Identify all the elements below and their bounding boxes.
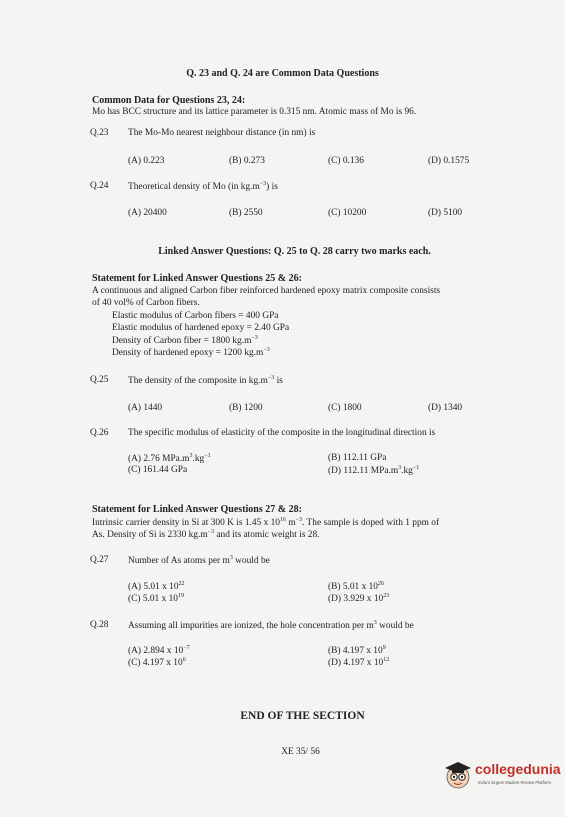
q24-option-c: (C) 10200 — [328, 208, 367, 218]
logo-wordmark: collegedunia — [475, 761, 561, 777]
q25-option-a: (A) 1440 — [128, 403, 163, 413]
q25-number: Q.25 — [90, 375, 109, 385]
q26-option-d: (D) 112.11 $MPa.m^3.kg^{-1}$ — [328, 465, 420, 477]
page-number: XE 35/ 56 — [281, 747, 320, 757]
common-data-text: Mo has BCC structure and its lattice parameter is 0.315 nm. Atomic mass of Mo is 96. — [92, 107, 417, 117]
collegedunia-logo — [441, 758, 561, 794]
q23-number: Q.23 — [90, 128, 109, 138]
q27-text: Number of As atoms per $m^3$ would be — [128, 555, 270, 567]
q25-option-c: (C) 1800 — [328, 403, 362, 413]
q23-option-d: (D) 0.1575 — [428, 156, 470, 166]
q24-option-a: (A) 20400 — [128, 208, 167, 218]
q28-option-c: (C) 4.197 x $10^6$ — [128, 657, 186, 669]
q27-option-b: (B) 5.01 x $10^{26}$ — [328, 581, 384, 593]
property-line: Elastic modulus of Carbon fibers = 400 GPa — [112, 311, 279, 321]
q23-option-b: (B) 0.273 — [229, 156, 265, 166]
statement-25-26-title: Statement for Linked Answer Questions 25 & 26: — [92, 273, 302, 284]
q26-text: The specific modulus of elasticity of the composite in the longitudinal direction is — [128, 428, 436, 438]
q28-option-a: (A) 2.894 x $10^{-7}$ — [128, 645, 190, 657]
property-line: Elastic modulus of hardened epoxy = 2.40 GPa — [112, 323, 290, 333]
q24-option-d: (D) 5100 — [428, 208, 463, 218]
logo-tagline: India's largest Student Review Platform — [478, 780, 551, 785]
q24-option-b: (B) 2550 — [229, 208, 263, 218]
q23-text: The Mo-Mo nearest neighbour distance (in nm) is — [128, 128, 316, 138]
property-line: Density of Carbon fiber = 1800 $kg.m^{-3}$ — [112, 335, 258, 347]
q26-option-a: (A) 2.76 $MPa.m^3.kg^{-1}$ — [128, 453, 211, 465]
statement-25-26-line2: of 40 vol% of Carbon fibers. — [92, 298, 200, 308]
q28-option-d: (D) 4.197 x $10^{12}$ — [328, 657, 390, 669]
statement-27-28-line1: Intrinsic carrier density in Si at 300 K is 1.45 x $10^{16}$ $m^{-3}$. The sample is doped with 1 ppm of — [92, 517, 440, 529]
q25-option-d: (D) 1340 — [428, 403, 463, 413]
statement-27-28-title: Statement for Linked Answer Questions 27 & 28: — [92, 504, 302, 515]
end-of-section: END OF THE SECTION — [240, 710, 365, 722]
q25-text: The density of the composite in $kg.m^{-3}$ is — [128, 375, 283, 387]
graduate-mascot-icon — [441, 758, 475, 792]
property-line: Density of hardened epoxy = 1200 $kg.m^{-3}$ — [112, 347, 270, 359]
q26-number: Q.26 — [90, 428, 109, 438]
q27-option-a: (A) 5.01 x $10^{22}$ — [128, 581, 185, 593]
q27-option-c: (C) 5.01 x $10^{19}$ — [128, 593, 184, 605]
q28-text: Assuming all impurities are ionized, the hole concentration per $m^3$ would be — [128, 620, 414, 632]
q28-number: Q.28 — [90, 620, 109, 630]
q26-option-c: (C) 161.44 GPa — [128, 465, 188, 475]
q24-text: Theoretical density of Mo (in $kg.m^{-3}$) is — [128, 181, 278, 193]
common-data-title: Common Data for Questions 23, 24: — [92, 95, 246, 106]
statement-25-26-line1: A continuous and aligned Carbon fiber reinforced hardened epoxy matrix composite consists — [92, 286, 441, 296]
statement-27-28-line2: As. Density of Si is 2330 $kg.m^{-3}$ and its atomic weight is 28. — [92, 529, 320, 541]
linked-answer-heading: Linked Answer Questions: Q. 25 to Q. 28 carry two marks each. — [158, 246, 431, 257]
q27-option-d: (D) 3.929 x $10^{23}$ — [328, 593, 390, 605]
common-data-header: Q. 23 and Q. 24 are Common Data Questions — [186, 68, 379, 79]
q23-option-a: (A) 0.223 — [128, 156, 165, 166]
q25-option-b: (B) 1200 — [229, 403, 263, 413]
q27-number: Q.27 — [90, 555, 109, 565]
q23-option-c: (C) 0.136 — [328, 156, 364, 166]
q28-option-b: (B) 4.197 x $10^9$ — [328, 645, 386, 657]
q24-number: Q.24 — [90, 181, 109, 191]
q26-option-b: (B) 112.11 GPa — [328, 453, 387, 463]
